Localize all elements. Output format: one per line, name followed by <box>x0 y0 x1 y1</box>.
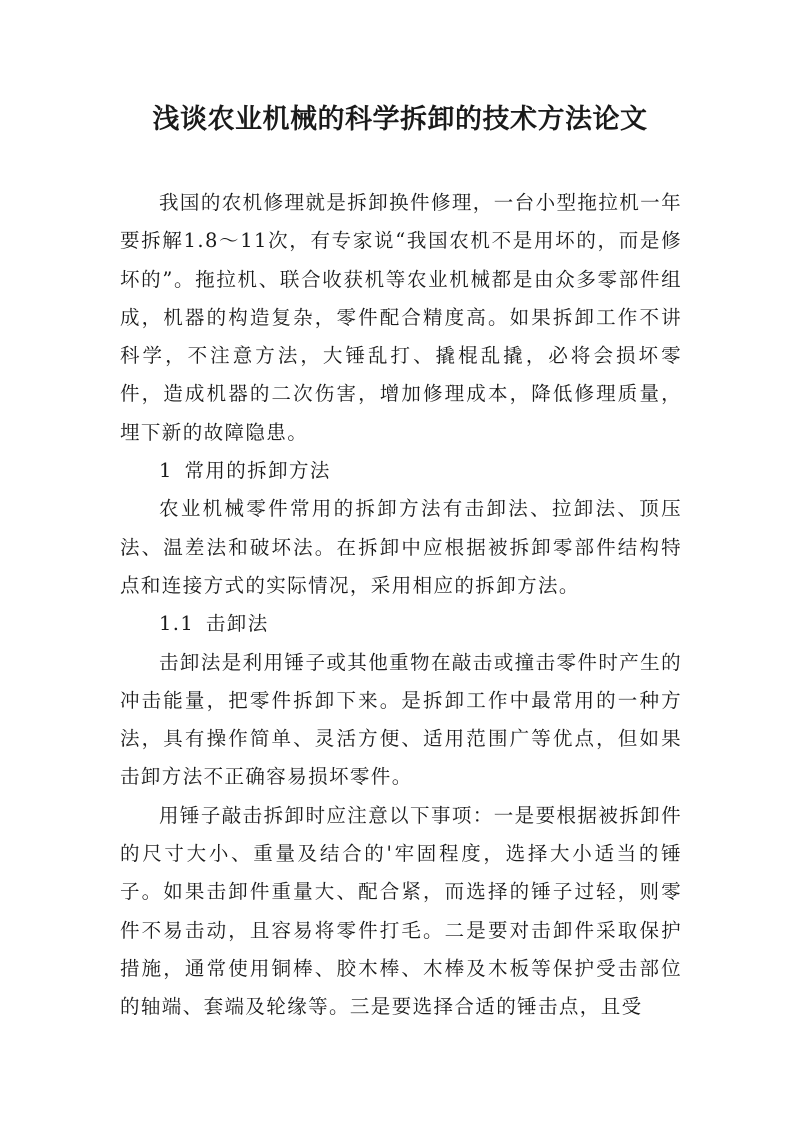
section-title: 击卸法 <box>205 612 269 636</box>
document-body <box>120 184 682 1027</box>
section-number: 1.1 <box>159 612 195 636</box>
paragraph-methods: 农业机械零件常用的拆卸方法有击卸法、拉卸法、顶压法、温差法和破坏法。在拆卸中应根据被拆卸零部件结构特点和连接方式的实际情况，采用相应的拆卸方法。 <box>120 497 682 597</box>
section-heading-1 <box>120 452 682 490</box>
document-title: 浅谈农业机械的科学拆卸的技术方法论文 <box>152 104 648 135</box>
paragraph-striking-method: 击卸法是利用锤子或其他重物在敲击或撞击零件时产生的冲击能量，把零件拆卸下来。是拆卸工作中最常用的一种方法，具有操作简单、灵活方便、适用范围广等优点，但如果击卸方法不正确容易损坏零件。 <box>120 650 682 789</box>
paragraph-intro: 我国的农机修理就是拆卸换件修理，一台小型拖拉机一年要拆解1.8～11次，有专家说“我国农机不是用坏的，而是修坏的”。拖拉机、联合收获机等农业机械都是由众多零部件组成，机器的构造复杂，零件配合精度高。如果拆卸工作不讲科学，不注意方法，大锤乱打、撬棍乱撬，必将会损坏零件，造成机器的二次伤害，增加修理成本，降低修理质量，埋下新的故障隐患。 <box>120 191 682 444</box>
paragraph-hammer-notes: 用锤子敲击拆卸时应注意以下事项：一是要根据被拆卸件的尺寸大小、重量及结合的'牢固程度，选择大小适当的锤子。如果击卸件重量大、配合紧，而选择的锤子过轻，则零件不易击动，且容易将零件打毛。二是要对击卸件采取保护措施，通常使用铜棒、胶木棒、木棒及木板等保护受击部位的轴端、套端及轮缘等。三是要选择合适的锤击点，且受 <box>120 803 682 1019</box>
section-number: 1 <box>159 459 173 483</box>
section-heading-1-1 <box>120 605 682 643</box>
section-title: 常用的拆卸方法 <box>184 459 331 483</box>
